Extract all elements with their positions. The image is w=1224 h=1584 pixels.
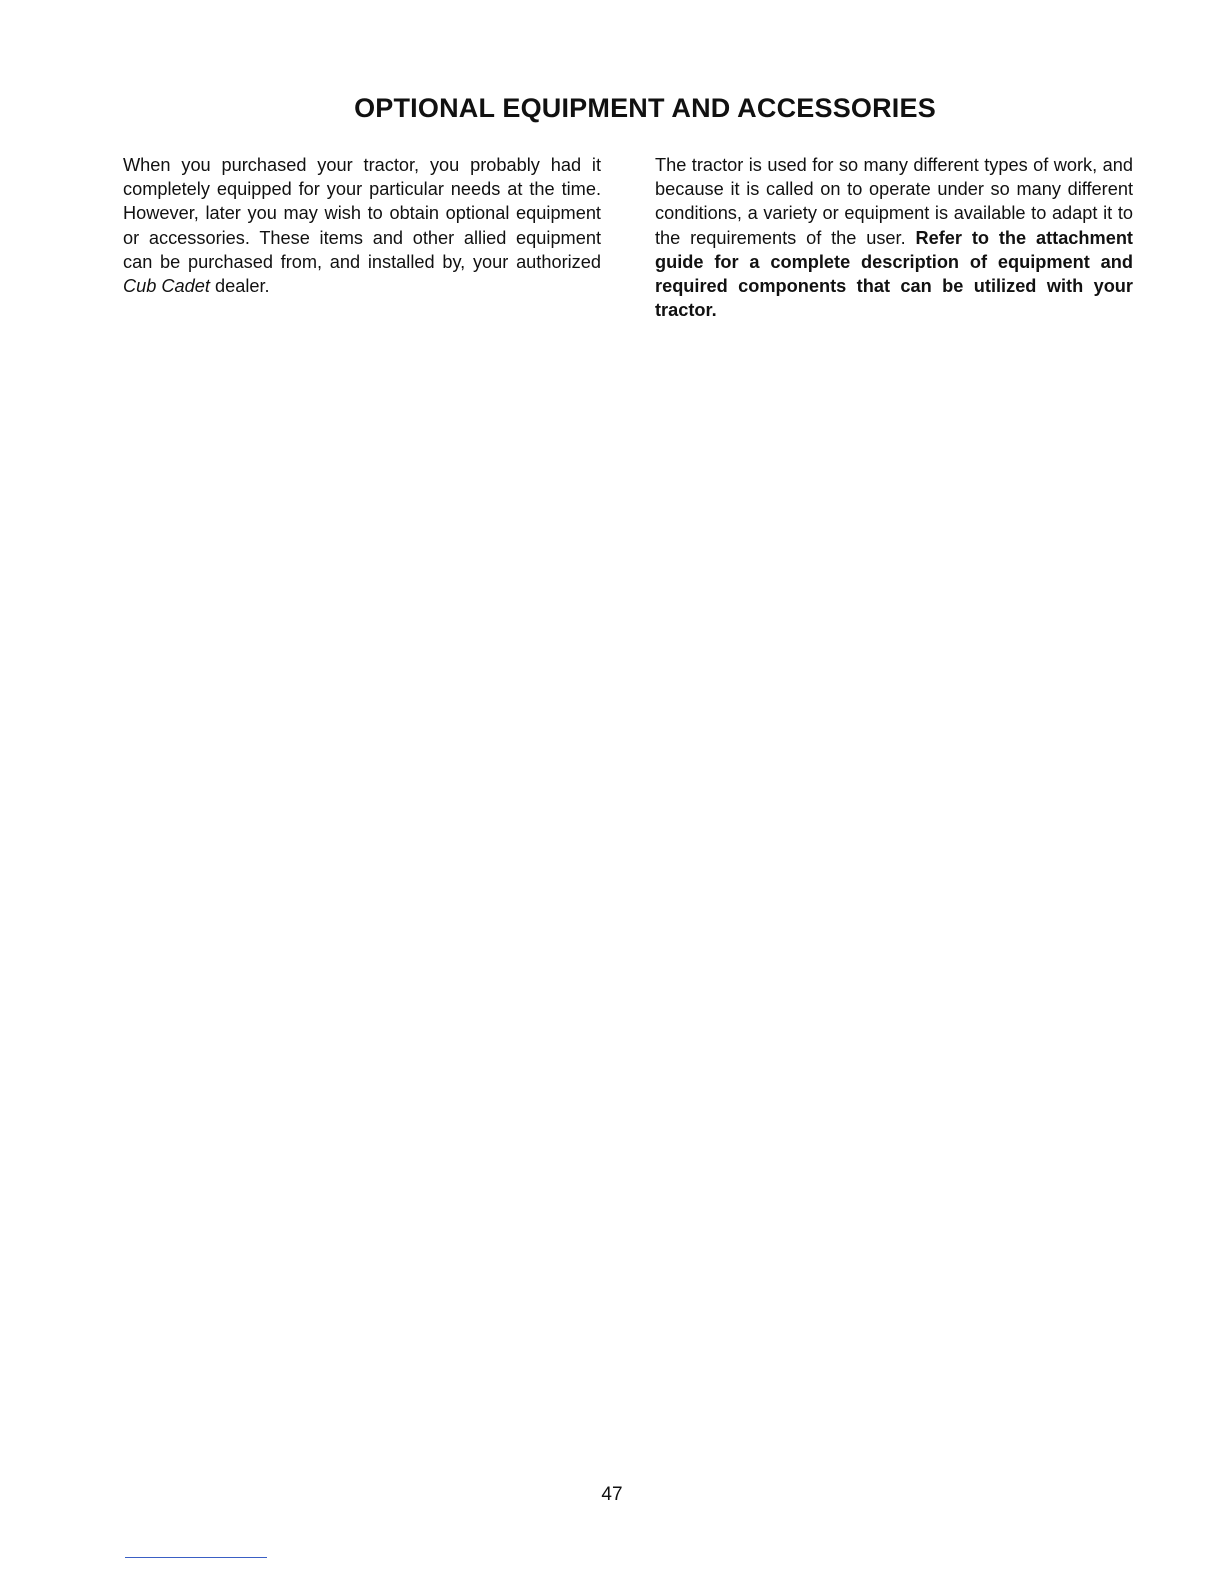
footer-rule [125,1557,267,1558]
brand-name: Cub Cadet [123,276,210,297]
usage-text: The tractor is used for so many different types of work, and because it is called on to operate under so many different conditions, a variety or equipment is available to adapt it to the requirements of the user. [655,155,1133,248]
page-number: 47 [601,1484,623,1505]
intro-paragraph [123,153,601,298]
intro-text: When you purchased your tractor, you probably had it completely equipped for your particular needs at the time. However, later you may wish to obtain optional equipment or accessories. These items and other allied equipment can be purchased from, and installed by, your authorized [123,155,601,272]
usage-paragraph [655,153,1133,322]
page-title: OPTIONAL EQUIPMENT AND ACCESSORIES [354,93,936,123]
attachment-guide-note: Refer to the attachment guide for a complete description of equipment and required components that can be utilized with your tractor. [655,227,1133,321]
intro-text-end: dealer. [209,276,270,297]
